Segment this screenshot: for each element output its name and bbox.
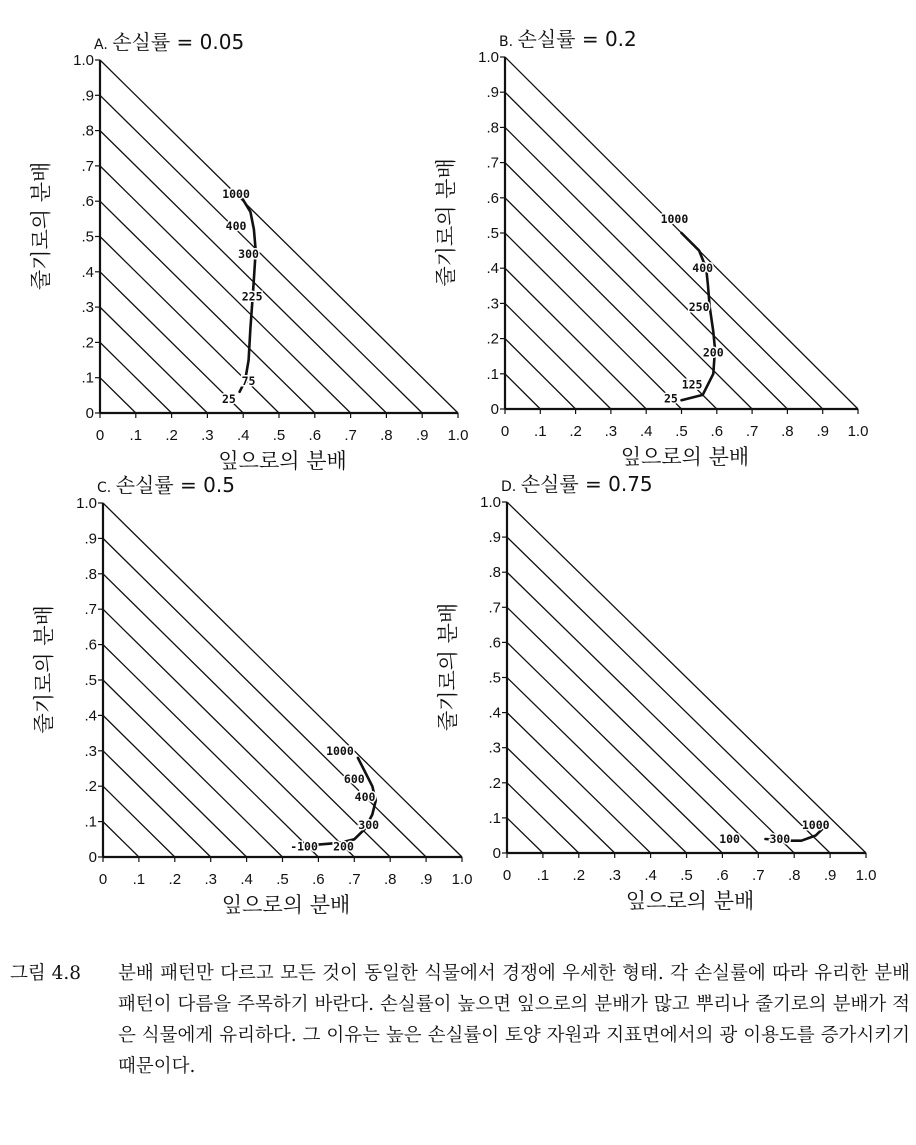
panel-title-text: 손실률 = 0.75 [520,472,653,496]
diagonal-line [100,166,351,413]
y-tick-label: .7 [81,157,94,175]
diagonal-line [103,574,390,857]
x-tick-label: .3 [204,871,217,888]
y-tick-label: .3 [81,299,94,317]
diagonal-line [507,537,830,853]
contour-value-label: 600 [343,772,365,787]
x-tick-label: 1.0 [451,871,473,888]
y-tick-label: 0 [88,849,97,866]
y-tick-label: 1.0 [76,495,97,512]
contour-value-label: 200 [702,345,724,360]
y-tick-label: 1.0 [480,494,501,511]
diagonal-line [507,783,579,853]
x-axis-label: 잎으로의 분배 [625,889,755,913]
x-tick-label: .7 [348,871,361,888]
y-tick-label: 0 [490,401,499,418]
x-tick-label: .1 [132,871,146,888]
diagonal-line [505,268,646,409]
x-tick-label: .4 [240,871,253,888]
y-tick-label: .9 [84,530,97,548]
y-axis-label: 줄기로의 분배 [434,158,458,287]
contour-value-label: 400 [225,218,247,233]
y-axis-label: 줄기로의 분배 [32,605,56,734]
y-tick-label: .6 [488,634,501,652]
diagonal-line [507,713,651,853]
contour-value-label: 125 [681,377,703,392]
y-tick-label: .3 [84,742,97,760]
contour-value-label: 1000 [660,211,689,226]
diagonal-line [507,572,794,853]
panel-title-text: 손실률 = 0.05 [112,30,245,54]
x-axis-label: 잎으로의 분배 [620,445,750,469]
diagonal-line [100,307,207,413]
contour-line [682,233,716,400]
y-tick-label: .4 [84,707,97,725]
y-tick-label: .7 [488,599,501,617]
diagonal-line [103,645,318,857]
x-tick-label: .9 [419,871,433,888]
diagonal-line [103,786,175,857]
contour-value-label: 300 [769,831,791,846]
x-tick-label: .4 [639,423,653,440]
x-tick-label: .9 [415,427,429,444]
y-tick-label: .7 [84,601,97,619]
y-tick-label: .4 [486,260,499,278]
x-tick-label: .5 [276,871,289,888]
contour-value-label: 200 [333,839,354,854]
x-tick-label: .9 [816,423,829,440]
diagonal-line [103,751,211,857]
y-tick-label: .6 [486,189,499,207]
y-axis-label: 줄기로의 분배 [29,161,53,291]
diagonal-line [505,303,611,409]
x-tick-label: .6 [308,427,322,444]
y-tick-label: .2 [488,774,501,792]
x-tick-label: .8 [787,867,801,884]
diagonal-line [103,822,139,857]
panel-letter: A. [94,37,113,53]
contour-value-label: 225 [241,289,263,304]
contour-value-label: 400 [354,789,376,804]
panel-title [501,472,653,496]
diagonal-line [103,680,283,857]
chart-panel-4 [436,472,876,913]
y-tick-label: .6 [84,636,97,654]
x-tick-label: .1 [534,423,547,440]
diagonal-line [100,95,422,413]
diagonal-line [100,378,136,413]
x-tick-label: 1.0 [847,423,869,440]
y-tick-label: .1 [84,813,97,831]
panel-title [94,30,244,54]
contour-value-label: 1000 [801,817,830,832]
y-tick-label: .2 [81,334,94,352]
x-tick-label: .7 [745,423,759,440]
diagonal-line [507,818,543,853]
diagonal-line [507,642,722,853]
contour-value-label: 1000 [222,187,250,202]
y-tick-label: .1 [488,809,501,827]
diagonal-line [505,127,787,409]
diagonal-line [507,748,615,853]
caption-number: 그림 4.8 [10,963,82,984]
panel-letter: C. [97,480,116,496]
x-tick-label: .3 [201,427,214,444]
diagonal-line [100,131,386,413]
y-tick-label: .7 [486,154,499,172]
diagonal-line [100,342,172,413]
panel-letter: B. [499,34,518,50]
y-tick-label: .4 [81,263,94,281]
y-tick-label: .8 [488,564,501,582]
figure-caption [10,958,910,1082]
x-tick-label: .5 [680,867,693,884]
x-tick-label: .2 [165,427,178,444]
x-tick-label: .8 [380,427,393,444]
chart-panel-2 [434,27,868,469]
x-tick-label: .7 [752,867,765,884]
x-tick-label: .3 [604,423,618,440]
y-tick-label: 1.0 [478,49,499,66]
contour-value-label: 400 [692,261,714,276]
x-tick-label: .6 [710,423,724,440]
diagonal-line [507,607,758,853]
contour-value-label: -100 [290,839,318,854]
y-tick-label: .4 [488,704,501,722]
y-tick-label: 1.0 [73,52,94,69]
x-tick-label: 0 [502,867,512,884]
x-tick-label: .8 [781,423,794,440]
x-tick-label: 0 [500,423,510,440]
x-tick-label: .4 [644,867,657,884]
y-tick-label: .3 [486,295,499,313]
panel-title-text: 손실률 = 0.2 [517,27,637,51]
x-tick-label: .6 [716,867,729,884]
y-tick-label: .9 [488,529,501,547]
y-tick-label: 0 [85,405,94,422]
caption-text: 분배 패턴만 다르고 모든 것이 동일한 식물에서 경쟁에 우세한 형태. 각 손실률에 따라 유리한 분배 패턴이 다름을 주목하기 바란다. 손실률이 높으면 잎으로의 분배가 많고 뿌리나 줄기로의 분배가 적은 식물에게 유리하다. 그 이유는 높은 손실률이 토양 자원과 지표면에서의 광 이용도를 증가시키기 때문이다. [118,963,910,1077]
x-tick-label: .4 [236,427,250,444]
x-axis-label: 잎으로의 분배 [221,893,351,917]
y-tick-label: .3 [488,739,501,757]
chart-panel-1 [29,30,468,473]
x-tick-label: .5 [272,427,286,444]
y-tick-label: .5 [81,228,94,246]
x-tick-label: .2 [569,423,582,440]
y-tick-label: .2 [84,778,97,796]
chart-panel-3 [32,473,472,917]
x-tick-label: .2 [572,867,586,884]
contour-value-label: 100 [719,831,740,846]
diagonal-line [507,678,687,854]
x-tick-label: .1 [536,867,550,884]
diagonal-line [103,609,354,857]
x-tick-label: .9 [823,867,837,884]
diagonal-line [505,374,540,409]
diagonal-line [103,538,426,857]
x-tick-label: .2 [168,871,182,888]
y-axis-label: 줄기로의 분배 [436,602,460,732]
x-tick-label: .6 [312,871,325,888]
diagonal-line [100,201,315,413]
y-tick-label: .6 [81,193,94,211]
y-tick-label: .1 [81,369,94,387]
panel-letter: D. [501,479,521,495]
panel-title [97,473,235,497]
contour-value-label: 25 [663,391,678,406]
contour-value-label: 300 [358,818,380,833]
panel-title-text: 손실률 = 0.5 [115,473,235,497]
y-tick-label: 0 [492,845,501,862]
y-tick-label: .5 [84,672,97,689]
x-tick-label: .7 [344,427,357,444]
y-tick-label: .8 [486,119,499,137]
x-tick-label: 1.0 [855,867,877,884]
x-axis-label: 잎으로의 분배 [218,449,347,473]
diagonal-line [505,339,576,409]
contour-value-label: 250 [688,299,710,314]
y-tick-label: .2 [486,330,499,348]
x-tick-label: 1.0 [447,427,469,444]
x-tick-label: .3 [608,867,621,884]
contour-value-label: 1000 [326,743,354,758]
y-tick-label: .9 [486,84,499,102]
y-tick-label: .5 [486,225,499,242]
y-tick-label: .8 [81,122,94,140]
y-tick-label: .1 [486,365,499,383]
x-tick-label: .1 [129,427,143,444]
contour-value-label: 75 [241,374,256,389]
y-tick-label: .9 [81,87,94,105]
diagonal-line [505,233,682,409]
x-tick-label: .8 [383,871,397,888]
diagonal-line [505,92,823,409]
diagonal-line [103,715,247,857]
x-tick-label: 0 [95,427,105,444]
x-tick-label: 0 [98,871,108,888]
panel-title [499,27,637,51]
contour-value-label: 300 [238,247,259,262]
y-tick-label: .5 [488,669,501,687]
x-tick-label: .5 [675,423,688,440]
diagonal-line [505,163,752,409]
contour-value-label: 25 [221,391,236,406]
y-tick-label: .8 [84,565,97,583]
